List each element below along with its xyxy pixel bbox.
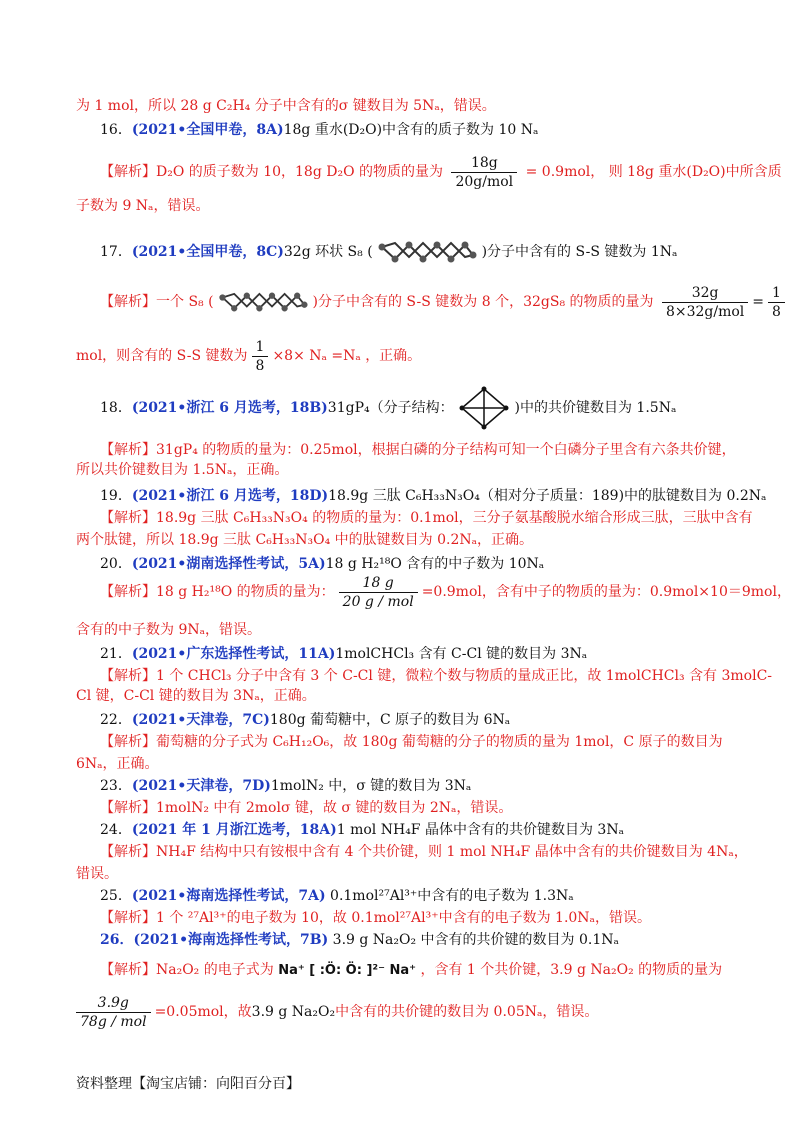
fraction: $\frac{1}{8}$ bbox=[768, 284, 785, 321]
answer-22-cont: 6Nₐ，正确。 bbox=[76, 756, 159, 772]
fraction: $\frac{32g}{\text{8×32g/mol}}$ bbox=[662, 284, 748, 321]
question-24: 24．(2021 年 1 月浙江选考，18A)1 mol NH₄F 晶体中含有的共价键数目为 3Nₐ bbox=[100, 822, 624, 838]
electron-formula: Na⁺ [ :Ö: Ö: ]²⁻ Na⁺ bbox=[278, 963, 416, 978]
fraction: $\frac{18 g}{\text{20 g / mol}}$ bbox=[339, 574, 418, 611]
text-line: 为 1 mol，所以 28 g C₂H₄ 分子中含有的σ 键数目为 5Nₐ，错误。 bbox=[76, 98, 496, 114]
s8-ring-structure-icon bbox=[218, 288, 308, 316]
question-25: 25．(2021•海南选择性考试，7A) 0.1mol²⁷Al³⁺中含有的电子数为 1.3Nₐ bbox=[100, 888, 574, 904]
answer-21-cont: Cl 键，C-Cl 键的数目为 3Nₐ，正确。 bbox=[76, 688, 316, 704]
answer-20-cont: 含有的中子数为 9Nₐ，错误。 bbox=[76, 622, 262, 638]
answer-18-cont: 所以共价键数目为 1.5Nₐ，正确。 bbox=[76, 462, 289, 478]
answer-24: 【解析】NH₄F 结构中只有铵根中含有 4 个共价键，则 1 mol NH₄F 晶体中含有的共价键数目为 4Nₐ， bbox=[100, 844, 748, 860]
fraction: $\frac{18g}{\text{20g/mol}}$ bbox=[451, 154, 517, 191]
answer-19-cont: 两个肽键，所以 18.9g 三肽 C₆H₃₃N₃O₄ 中的肽键数目为 0.2Nₐ，正确。 bbox=[76, 532, 534, 548]
s8-ring-structure-icon bbox=[377, 237, 477, 267]
question-19: 19．(2021•浙江 6 月选考，18D)18.9g 三肽 C₆H₃₃N₃O₄（相对分子质量：189)中的肽键数目为 0.2Nₐ bbox=[100, 488, 767, 504]
question-23: 23．(2021•天津卷，7D)1molN₂ 中，σ 键的数目为 3Nₐ bbox=[100, 778, 472, 794]
answer-26-cont: $\frac{3.9g}{\text{78g / mol}}$ =0.05mol，故3.9 g Na₂O₂中含有的共价键的数目为 0.05Nₐ，错误。 bbox=[76, 990, 598, 1034]
answer-17: 【解析】一个 S₈ ( )分子中含有的 S-S 键数为 8 个，32gS₈ 的物质的量为 $\frac{32g}{\text{8×32g/mol}}$ = $\frac{1}{8}$ bbox=[100, 280, 789, 324]
answer-22: 【解析】葡萄糖的分子式为 C₆H₁₂O₆，故 180g 葡萄糖的分子的物质的量为 1mol，C 原子的数目为 bbox=[100, 734, 723, 750]
answer-24-cont: 错误。 bbox=[76, 866, 118, 882]
answer-16-cont: 子数为 9 Nₐ，错误。 bbox=[76, 198, 210, 214]
answer-19: 【解析】18.9g 三肽 C₆H₃₃N₃O₄ 的物质的量为：0.1mol，三分子氨基酸脱水缩合形成三肽，三肽中含有 bbox=[100, 510, 753, 526]
question-16: 16．(2021•全国甲卷，8A)18g 重水(D₂O)中含有的质子数为 10 Nₐ bbox=[100, 122, 539, 138]
answer-16: 【解析】D₂O 的质子数为 10，18g D₂O 的物质的量为 $\frac{18g}{\text{20g/mol}}$ = 0.9mol， 则 18g 重水(D₂O)中所含质 bbox=[100, 154, 782, 190]
answer-21: 【解析】1 个 CHCl₃ 分子中含有 3 个 C-Cl 键，微粒个数与物质的量成正比，故 1molCHCl₃ 含有 3molC- bbox=[100, 668, 773, 684]
question-26: 26．(2021•海南选择性考试，7B) 3.9 g Na₂O₂ 中含有的共价键的数目为 0.1Nₐ bbox=[100, 932, 619, 948]
question-17: 17．(2021•全国甲卷，8C)32g 环状 S₈ ( )分子中含有的 S-S 键数为 1Nₐ bbox=[100, 234, 677, 270]
answer-18: 【解析】31gP₄ 的物质的量为：0.25mol，根据白磷的分子结构可知一个白磷分子里含有六条共价键， bbox=[100, 442, 736, 458]
answer-23: 【解析】1molN₂ 中有 2molσ 键，故 σ 键的数目为 2Nₐ，错误。 bbox=[100, 800, 513, 816]
question-21: 21．(2021•广东选择性考试，11A)1molCHCl₃ 含有 C-Cl 键的数目为 3Nₐ bbox=[100, 646, 588, 662]
footer-source: 资料整理【淘宝店铺：向阳百分百】 bbox=[76, 1076, 300, 1092]
question-22: 22．(2021•天津卷，7C)180g 葡萄糖中，C 原子的数目为 6Nₐ bbox=[100, 712, 511, 728]
p4-tetrahedron-structure-icon bbox=[458, 386, 510, 430]
fraction: $\frac{3.9g}{\text{78g / mol}}$ bbox=[76, 994, 151, 1031]
answer-26: 【解析】Na₂O₂ 的电子式为 Na⁺ [ :Ö: Ö: ]²⁻ Na⁺ ，含有 1 个共价键，3.9 g Na₂O₂ 的物质的量为 bbox=[100, 962, 723, 978]
question-20: 20．(2021•湖南选择性考试，5A)18 g H₂¹⁸O 含有的中子数为 10Nₐ bbox=[100, 556, 545, 572]
question-18: 18．(2021•浙江 6 月选考，18B)31gP₄（分子结构： )中的共价键数目为 1.5Nₐ bbox=[100, 386, 676, 430]
answer-20: 【解析】18 g H₂¹⁸O 的物质的量为： $\frac{18 g}{\text{20 g / mol}}$ =0.9mol，含有中子的物质的量为：0.9mol×10＝9mol， bbox=[100, 574, 791, 610]
fraction: $\frac{1}{8}$ bbox=[252, 338, 269, 375]
answer-25: 【解析】1 个 ²⁷Al³⁺的电子数为 10，故 0.1mol²⁷Al³⁺中含有的电子数为 1.0Nₐ，错误。 bbox=[100, 910, 651, 926]
answer-17-cont: mol，则含有的 S-S 键数为 $\frac{1}{8}$ ×8× Nₐ =Nₐ ，正确。 bbox=[76, 338, 422, 374]
